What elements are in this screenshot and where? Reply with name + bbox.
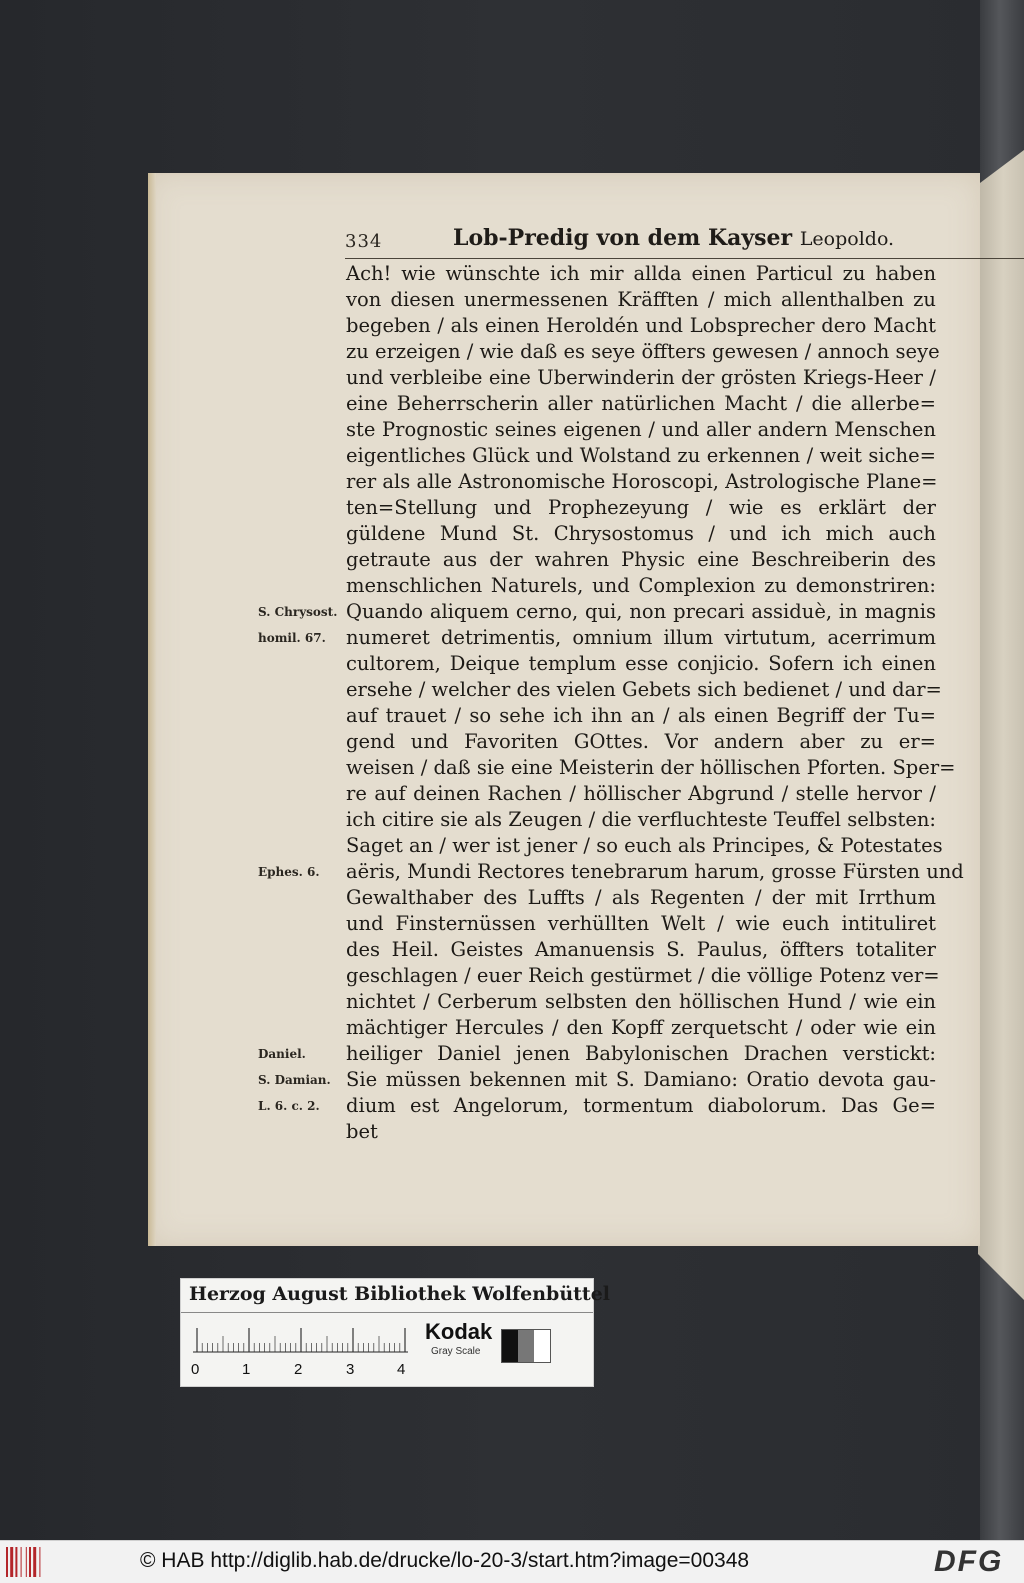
margin-note: Daniel. (258, 1047, 306, 1061)
gray-patch (534, 1330, 550, 1362)
text-line: mächtiger Hercules / den Kopff zerquetscht / oder wie ein (346, 1016, 936, 1039)
running-title-german: Lob-Predig von dem Kayser (453, 225, 793, 251)
text-line: geschlagen / euer Reich gestürmet / die völlige Potenz ver= (346, 964, 940, 987)
scale-number: 0 (191, 1361, 200, 1378)
copyright-link[interactable]: © HAB http://diglib.hab.de/drucke/lo-20-3/start.htm?image=00348 (140, 1549, 750, 1572)
text-line: getraute aus der wahren Physic eine Beschreiberin des (346, 548, 936, 571)
text-line: ich citire sie als Zeugen / die verfluchteste Teuffel selbsten: (346, 808, 936, 831)
target-divider (181, 1312, 593, 1313)
gray-patches (501, 1329, 551, 1363)
margin-note: Ephes. 6. (258, 865, 320, 879)
page-header (345, 225, 1024, 257)
text-line: güldene Mund St. Chrysostomus / und ich mich auch (346, 522, 936, 545)
barcode-stripe (29, 1547, 31, 1577)
gray-patch (518, 1330, 534, 1362)
color-target-card (180, 1278, 610, 1387)
barcode-icon (6, 1547, 46, 1577)
text-line: weisen / daß sie eine Meisterin der höllischen Pforten. Sper= (346, 756, 956, 779)
dfg-logo: DFG (934, 1545, 1004, 1578)
text-line: Saget an / wer ist jener / so euch als Principes, & Potestates (346, 834, 943, 857)
text-line: ten=Stellung und Prophezeyung / wie es erklärt der (346, 496, 936, 519)
text-line: Quando aliquem cerno, qui, non precari assiduè, in magnis (346, 600, 936, 623)
text-line: auf trauet / so sehe ich ihn an / als einen Begriff der Tu= (346, 704, 936, 727)
barcode-stripe (15, 1547, 17, 1577)
text-line: dium est Angelorum, tormentum diabolorum. Das Ge= (346, 1094, 936, 1117)
barcode-stripe (26, 1547, 27, 1577)
text-line: rer als alle Astronomische Horoscopi, Astrologische Plane= (346, 470, 938, 493)
scale-number: 4 (397, 1361, 406, 1378)
barcode-stripe (39, 1547, 40, 1577)
barcode-stripe (6, 1547, 8, 1577)
text-line: eine Beherrscherin aller natürlichen Macht / die allerbe= (346, 392, 936, 415)
margin-note: S. Chrysost. (258, 605, 338, 619)
kodak-logo: Kodak (425, 1319, 493, 1344)
scale-number: 2 (294, 1361, 303, 1378)
running-title-latin: Leopoldo. (799, 228, 895, 250)
text-line: ersehe / welcher des vielen Gebets sich bedienet / und dar= (346, 678, 942, 701)
text-line: und verbleibe eine Uberwinderin der grösten Kriegs-Heer / (346, 366, 936, 389)
adjacent-leaf (978, 150, 1024, 1300)
text-line: numeret detrimentis, omnium illum virtutum, acerrimum (346, 626, 936, 649)
scale-number: 3 (346, 1361, 355, 1378)
gray-patch (502, 1330, 518, 1362)
text-line: eigentliches Glück und Wolstand zu erkennen / weit siche= (346, 444, 936, 467)
page-number: 334 (345, 231, 383, 252)
text-line: zu erzeigen / wie daß es seye öffters gewesen / annoch seye (346, 340, 940, 363)
text-line: aëris, Mundi Rectores tenebrarum harum, grosse Fürsten und (346, 860, 964, 883)
running-title (453, 225, 894, 251)
barcode-stripe (21, 1547, 22, 1577)
margin-note: homil. 67. (258, 631, 326, 645)
text-line: menschlichen Naturels, und Complexion zu demonstriren: (346, 574, 936, 597)
barcode-stripe (10, 1547, 13, 1577)
footer-bar (0, 1540, 1024, 1583)
text-line: von diesen unermessenen Kräfften / mich allenthalben zu (346, 288, 936, 311)
text-line: heiliger Daniel jenen Babylonischen Drachen verstickt: (346, 1042, 936, 1065)
text-line: begeben / als einen Heroldén und Lobsprecher dero Macht (346, 314, 936, 337)
book-page (148, 173, 980, 1246)
text-line: des Heil. Geistes Amanuensis S. Paulus, öffters totaliter (346, 938, 936, 961)
target-title: Herzog August Bibliothek Wolfenbüttel (189, 1283, 610, 1305)
ruler-scale (193, 1317, 408, 1353)
barcode-stripe (33, 1547, 36, 1577)
text-line: Sie müssen bekennen mit S. Damiano: Oratio devota gau- (346, 1068, 936, 1091)
margin-note: S. Damian. (258, 1073, 331, 1087)
margin-note: L. 6. c. 2. (258, 1099, 320, 1113)
scale-number: 1 (242, 1361, 251, 1378)
text-line: re auf deinen Rachen / höllischer Abgrund / stelle hervor / (346, 782, 936, 805)
text-line: bet (346, 1120, 378, 1143)
body-text (346, 261, 964, 1145)
text-line: nichtet / Cerberum selbsten den höllischen Hund / wie ein (346, 990, 936, 1013)
text-line: und Finsternüssen verhüllten Welt / wie euch intituliret (346, 912, 936, 935)
text-line: Gewalthaber des Luffts / als Regenten / der mit Irrthum (346, 886, 936, 909)
text-line: Ach! wie wünschte ich mir allda einen Particul zu haben (346, 262, 936, 285)
text-line: ste Prognostic seines eigenen / und aller andern Menschen (346, 418, 936, 441)
text-line: gend und Favoriten GOttes. Vor andern aber zu er= (346, 730, 936, 753)
header-rule (345, 258, 1024, 259)
text-line: cultorem, Deique templum esse conjicio. Sofern ich einen (346, 652, 936, 675)
gray-scale-label: Gray Scale (431, 1346, 481, 1357)
